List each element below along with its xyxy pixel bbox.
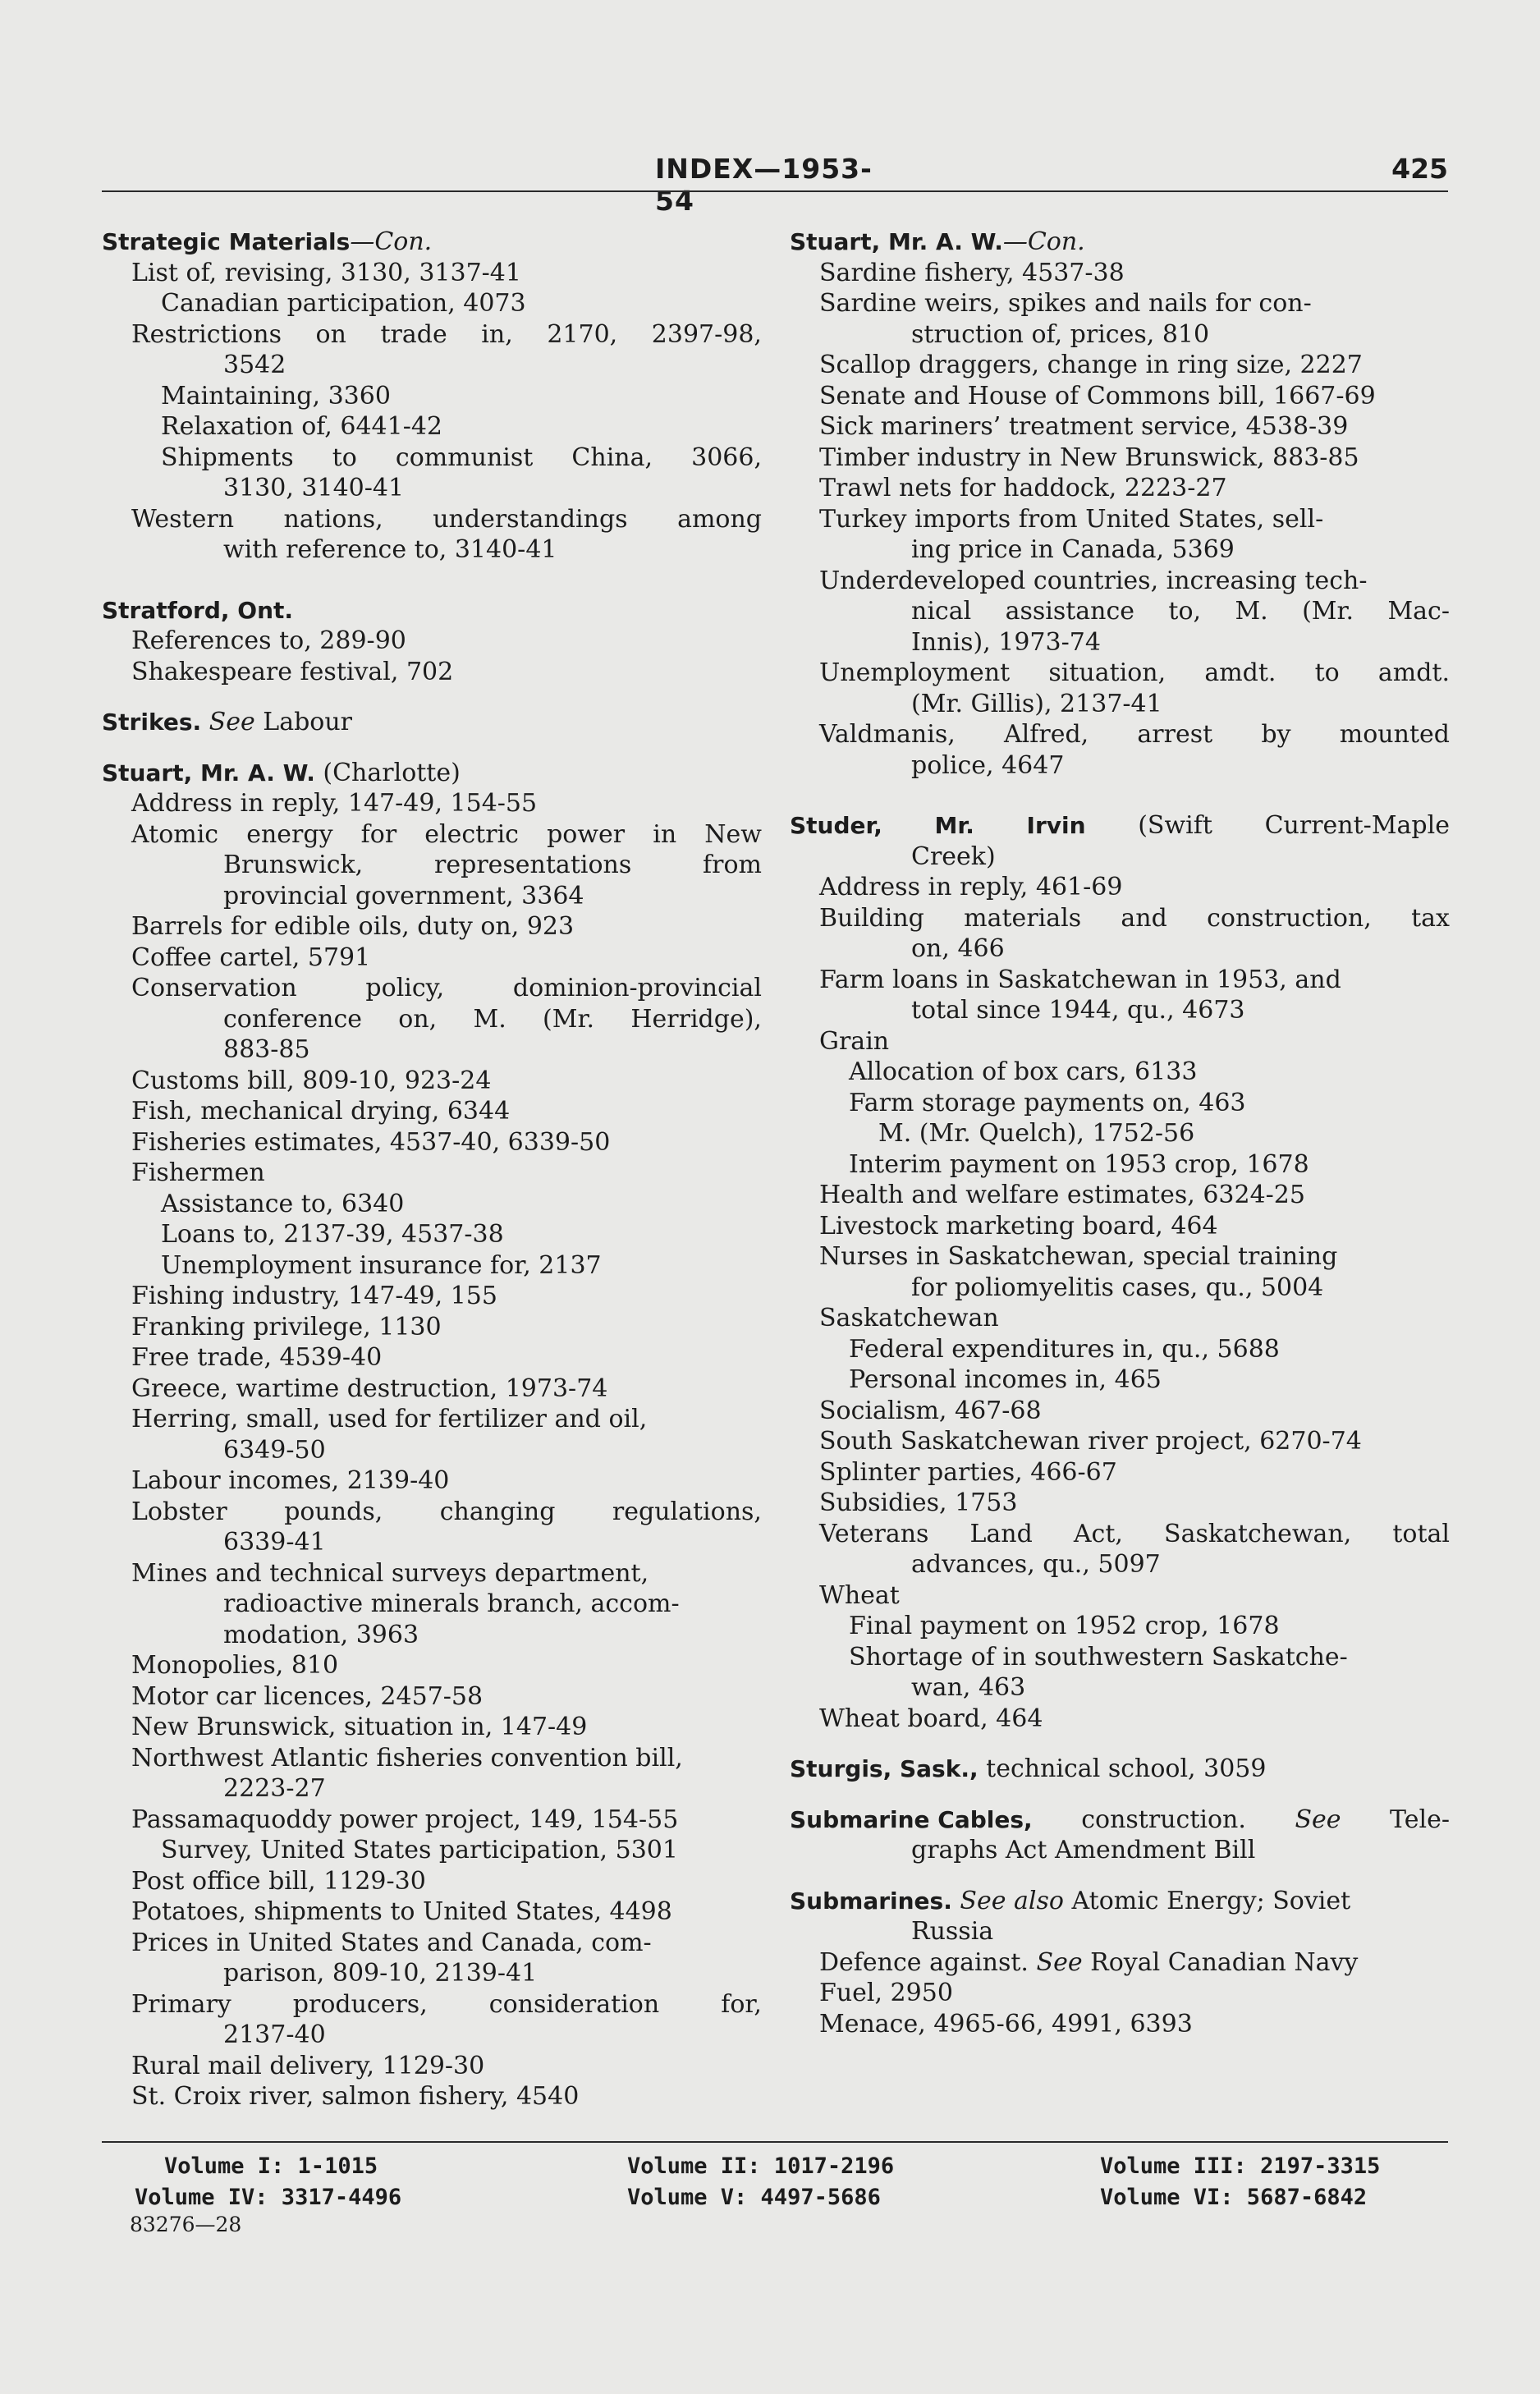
index-subentry: M. (Mr. Quelch), 1752-56	[878, 1119, 1195, 1148]
index-heading: Studer, Mr. Irvin (Swift Current-Maple	[790, 811, 1450, 840]
index-entry: Farm loans in Saskatchewan in 1953, and	[819, 965, 1341, 994]
index-entry: Restrictions on trade in, 2170, 2397-98,	[131, 319, 762, 349]
index-entry: Subsidies, 1753	[819, 1488, 1018, 1517]
index-entry: Defence against. See Royal Canadian Navy	[819, 1947, 1359, 1977]
index-entry: Fishing industry, 147-49, 155	[131, 1282, 497, 1310]
index-entry: Lobster pounds, changing regulations,	[131, 1497, 762, 1526]
index-subentry: Federal expenditures in, qu., 5688	[849, 1334, 1280, 1364]
index-entry: Wheat	[819, 1580, 900, 1610]
index-subentry: Maintaining, 3360	[161, 381, 391, 410]
index-entry: Herring, small, used for fertilizer and oil,	[131, 1405, 648, 1433]
index-heading: Submarine Cables, construction. See Tele-	[790, 1805, 1450, 1834]
index-entry: Fishermen	[131, 1158, 265, 1187]
index-subentry: Shortage of in southwestern Saskatche-	[849, 1642, 1348, 1672]
index-entry: Senate and House of Commons bill, 1667-69	[819, 381, 1376, 410]
index-entry: Nurses in Saskatchewan, special training	[819, 1242, 1338, 1271]
index-entry: Post office bill, 1129-30	[131, 1866, 426, 1896]
index-heading: Strikes. See Labour	[102, 708, 353, 736]
index-heading: Strategic Materials—Con.	[102, 227, 433, 256]
index-entry-wrap: 3542	[223, 351, 286, 379]
volume-range: Volume II: 1017-2196	[627, 2153, 895, 2179]
volume-ranges-group-1	[135, 2151, 402, 2213]
index-heading: Stuart, Mr. A. W. (Charlotte)	[102, 758, 461, 787]
index-entry-wrap: Creek)	[911, 842, 996, 871]
index-subentry: Relaxation of, 6441-42	[161, 412, 443, 441]
index-entry: Fuel, 2950	[819, 1979, 953, 2007]
index-entry-wrap: provincial government, 3364	[223, 881, 584, 910]
index-entry: Turkey imports from United States, sell-	[819, 504, 1324, 534]
index-entry-wrap: graphs Act Amendment Bill	[911, 1836, 1256, 1864]
index-heading: Sturgis, Sask., technical school, 3059	[790, 1754, 1267, 1783]
index-entry: Grain	[819, 1026, 890, 1056]
index-entry: Unemployment situation, amdt. to amdt.	[819, 658, 1450, 687]
index-entry: Labour incomes, 2139-40	[131, 1466, 450, 1495]
index-entry: Rural mail delivery, 1129-30	[131, 2051, 485, 2080]
index-subentry: Unemployment insurance for, 2137	[161, 1250, 602, 1280]
index-entry: Primary producers, consideration for,	[131, 1989, 762, 2019]
index-entry: Prices in United States and Canada, com-	[131, 1928, 652, 1957]
index-entry: Sardine weirs, spikes and nails for con-	[819, 289, 1312, 318]
index-entry: Fisheries estimates, 4537-40, 6339-50	[131, 1127, 611, 1157]
index-entry-wrap: Russia	[911, 1917, 994, 1946]
index-entry-wrap: for poliomyelitis cases, qu., 5004	[911, 1273, 1324, 1302]
index-subentry: Survey, United States participation, 5301	[161, 1836, 678, 1864]
index-entry: Free trade, 4539-40	[131, 1343, 383, 1372]
index-entry-wrap: ing price in Canada, 5369	[911, 535, 1235, 564]
index-entry: Valdmanis, Alfred, arrest by mounted	[819, 720, 1450, 749]
index-entry-wrap: on, 466	[911, 934, 1005, 963]
volume-range: Volume V: 4497-5686	[627, 2185, 881, 2210]
index-entry-wrap: (Mr. Gillis), 2137-41	[911, 689, 1162, 718]
index-heading: Stratford, Ont.	[102, 596, 294, 624]
index-entry-wrap: Brunswick, representations from	[223, 851, 762, 879]
index-entry: New Brunswick, situation in, 147-49	[131, 1713, 588, 1741]
index-entry-wrap: radioactive minerals branch, accom-	[223, 1589, 680, 1618]
index-entry: List of, revising, 3130, 3137-41	[131, 258, 521, 287]
index-entry: Livestock marketing board, 464	[819, 1211, 1218, 1241]
index-subentry: Shipments to communist China, 3066,	[161, 443, 762, 472]
index-entry: Potatoes, shipments to United States, 4498	[131, 1897, 672, 1926]
index-entry-wrap: 883-85	[223, 1035, 310, 1064]
index-entry: Veterans Land Act, Saskatchewan, total	[819, 1519, 1450, 1548]
index-entry-wrap: 2223-27	[223, 1774, 326, 1803]
index-subentry: Final payment on 1952 crop, 1678	[849, 1612, 1280, 1640]
index-entry: Timber industry in New Brunswick, 883-85	[819, 443, 1359, 472]
index-entry: Address in reply, 461-69	[819, 873, 1123, 901]
index-heading: Submarines. See also Atomic Energy; Soviet	[790, 1886, 1351, 1915]
index-entry: Motor car licences, 2457-58	[131, 1681, 484, 1711]
index-entry: Mines and technical surveys department,	[131, 1558, 649, 1588]
index-entry: Wheat board, 464	[819, 1704, 1043, 1733]
index-entry: Sick mariners’ treatment service, 4538-39	[819, 412, 1349, 441]
volume-range: Volume III: 2197-3315	[1100, 2153, 1381, 2179]
index-entry-wrap: struction of, prices, 810	[911, 319, 1210, 349]
index-entry: Western nations, understandings among	[131, 504, 762, 534]
left-column	[102, 227, 768, 2112]
index-heading: Stuart, Mr. A. W.—Con.	[790, 227, 1085, 256]
volume-ranges-group-3	[1100, 2151, 1380, 2213]
right-column	[790, 227, 1456, 2039]
index-entry: Saskatchewan	[819, 1304, 999, 1332]
index-entry: Passamaquoddy power project, 149, 154-55	[131, 1805, 679, 1834]
print-code: 83276—28	[130, 2213, 242, 2236]
index-entry: Underdeveloped countries, increasing tech-	[819, 566, 1368, 595]
index-entry: Building materials and construction, tax	[819, 903, 1450, 933]
index-entry: Atomic energy for electric power in New	[131, 819, 762, 849]
volume-range: Volume VI: 5687-6842	[1100, 2185, 1368, 2210]
index-entry: Trawl nets for haddock, 2223-27	[819, 474, 1227, 502]
index-subentry: Assistance to, 6340	[161, 1189, 405, 1218]
index-entry: Health and welfare estimates, 6324-25	[819, 1181, 1305, 1209]
index-entry: Customs bill, 809-10, 923-24	[131, 1066, 492, 1095]
index-entry: South Saskatchewan river project, 6270-74	[819, 1427, 1362, 1456]
index-subentry: Canadian participation, 4073	[161, 289, 526, 318]
index-entry-wrap: 3130, 3140-41	[223, 474, 405, 502]
index-entry-wrap: conference on, M. (Mr. Herridge),	[223, 1004, 762, 1034]
index-entry: Barrels for edible oils, duty on, 923	[131, 912, 575, 941]
volume-range: Volume IV: 3317-4496	[135, 2185, 402, 2210]
index-entry: Shakespeare festival, 702	[131, 657, 454, 686]
index-entry: Fish, mechanical drying, 6344	[131, 1097, 511, 1126]
index-entry: Address in reply, 147-49, 154-55	[131, 789, 538, 818]
volume-range: Volume I: 1-1015	[164, 2153, 378, 2179]
index-entry: Conservation policy, dominion-provincial	[131, 974, 762, 1002]
index-entry-wrap: parison, 809-10, 2139-41	[223, 1959, 538, 1988]
page-title: INDEX—1953-54	[655, 153, 873, 217]
index-entry: St. Croix river, salmon fishery, 4540	[131, 2082, 580, 2111]
index-entry-wrap: 6339-41	[223, 1528, 326, 1557]
index-entry-wrap: police, 4647	[911, 750, 1065, 780]
index-entry: Scallop draggers, change in ring size, 2227	[819, 351, 1363, 379]
index-subentry: Interim payment on 1953 crop, 1678	[849, 1149, 1309, 1179]
index-entry-wrap: total since 1944, qu., 4673	[911, 996, 1245, 1025]
index-entry: Splinter parties, 466-67	[819, 1457, 1117, 1487]
index-entry: Sardine fishery, 4537-38	[819, 258, 1125, 287]
page-number: 425	[1391, 153, 1448, 185]
index-entry-wrap: 6349-50	[223, 1435, 326, 1465]
index-entry-wrap: wan, 463	[911, 1673, 1026, 1702]
index-subentry: Personal incomes in, 465	[849, 1365, 1162, 1394]
index-entry: Menace, 4965-66, 4991, 6393	[819, 2009, 1193, 2039]
index-entry: Monopolies, 810	[131, 1651, 339, 1680]
index-entry-wrap: modation, 3963	[223, 1620, 419, 1649]
footer-rule	[102, 2141, 1448, 2143]
index-entry: Greece, wartime destruction, 1973-74	[131, 1374, 608, 1403]
index-entry: Socialism, 467-68	[819, 1396, 1042, 1425]
index-subentry: Allocation of box cars, 6133	[849, 1057, 1198, 1086]
index-entry-wrap: Innis), 1973-74	[911, 627, 1101, 657]
index-entry: References to, 289-90	[131, 626, 406, 655]
index-entry: Coffee cartel, 5791	[131, 942, 371, 972]
index-entry-wrap: with reference to, 3140-41	[223, 535, 557, 564]
index-subentry: Farm storage payments on, 463	[849, 1088, 1246, 1117]
header-rule	[102, 190, 1448, 192]
index-entry-wrap: advances, qu., 5097	[911, 1550, 1161, 1579]
index-entry: Franking privilege, 1130	[131, 1312, 442, 1341]
index-entry-wrap: nical assistance to, M. (Mr. Mac-	[911, 597, 1450, 626]
index-entry: Northwest Atlantic fisheries convention bill,	[131, 1743, 683, 1773]
index-entry-wrap: 2137-40	[223, 2020, 326, 2049]
volume-ranges-group-2	[627, 2151, 894, 2213]
index-subentry: Loans to, 2137-39, 4537-38	[161, 1220, 504, 1249]
